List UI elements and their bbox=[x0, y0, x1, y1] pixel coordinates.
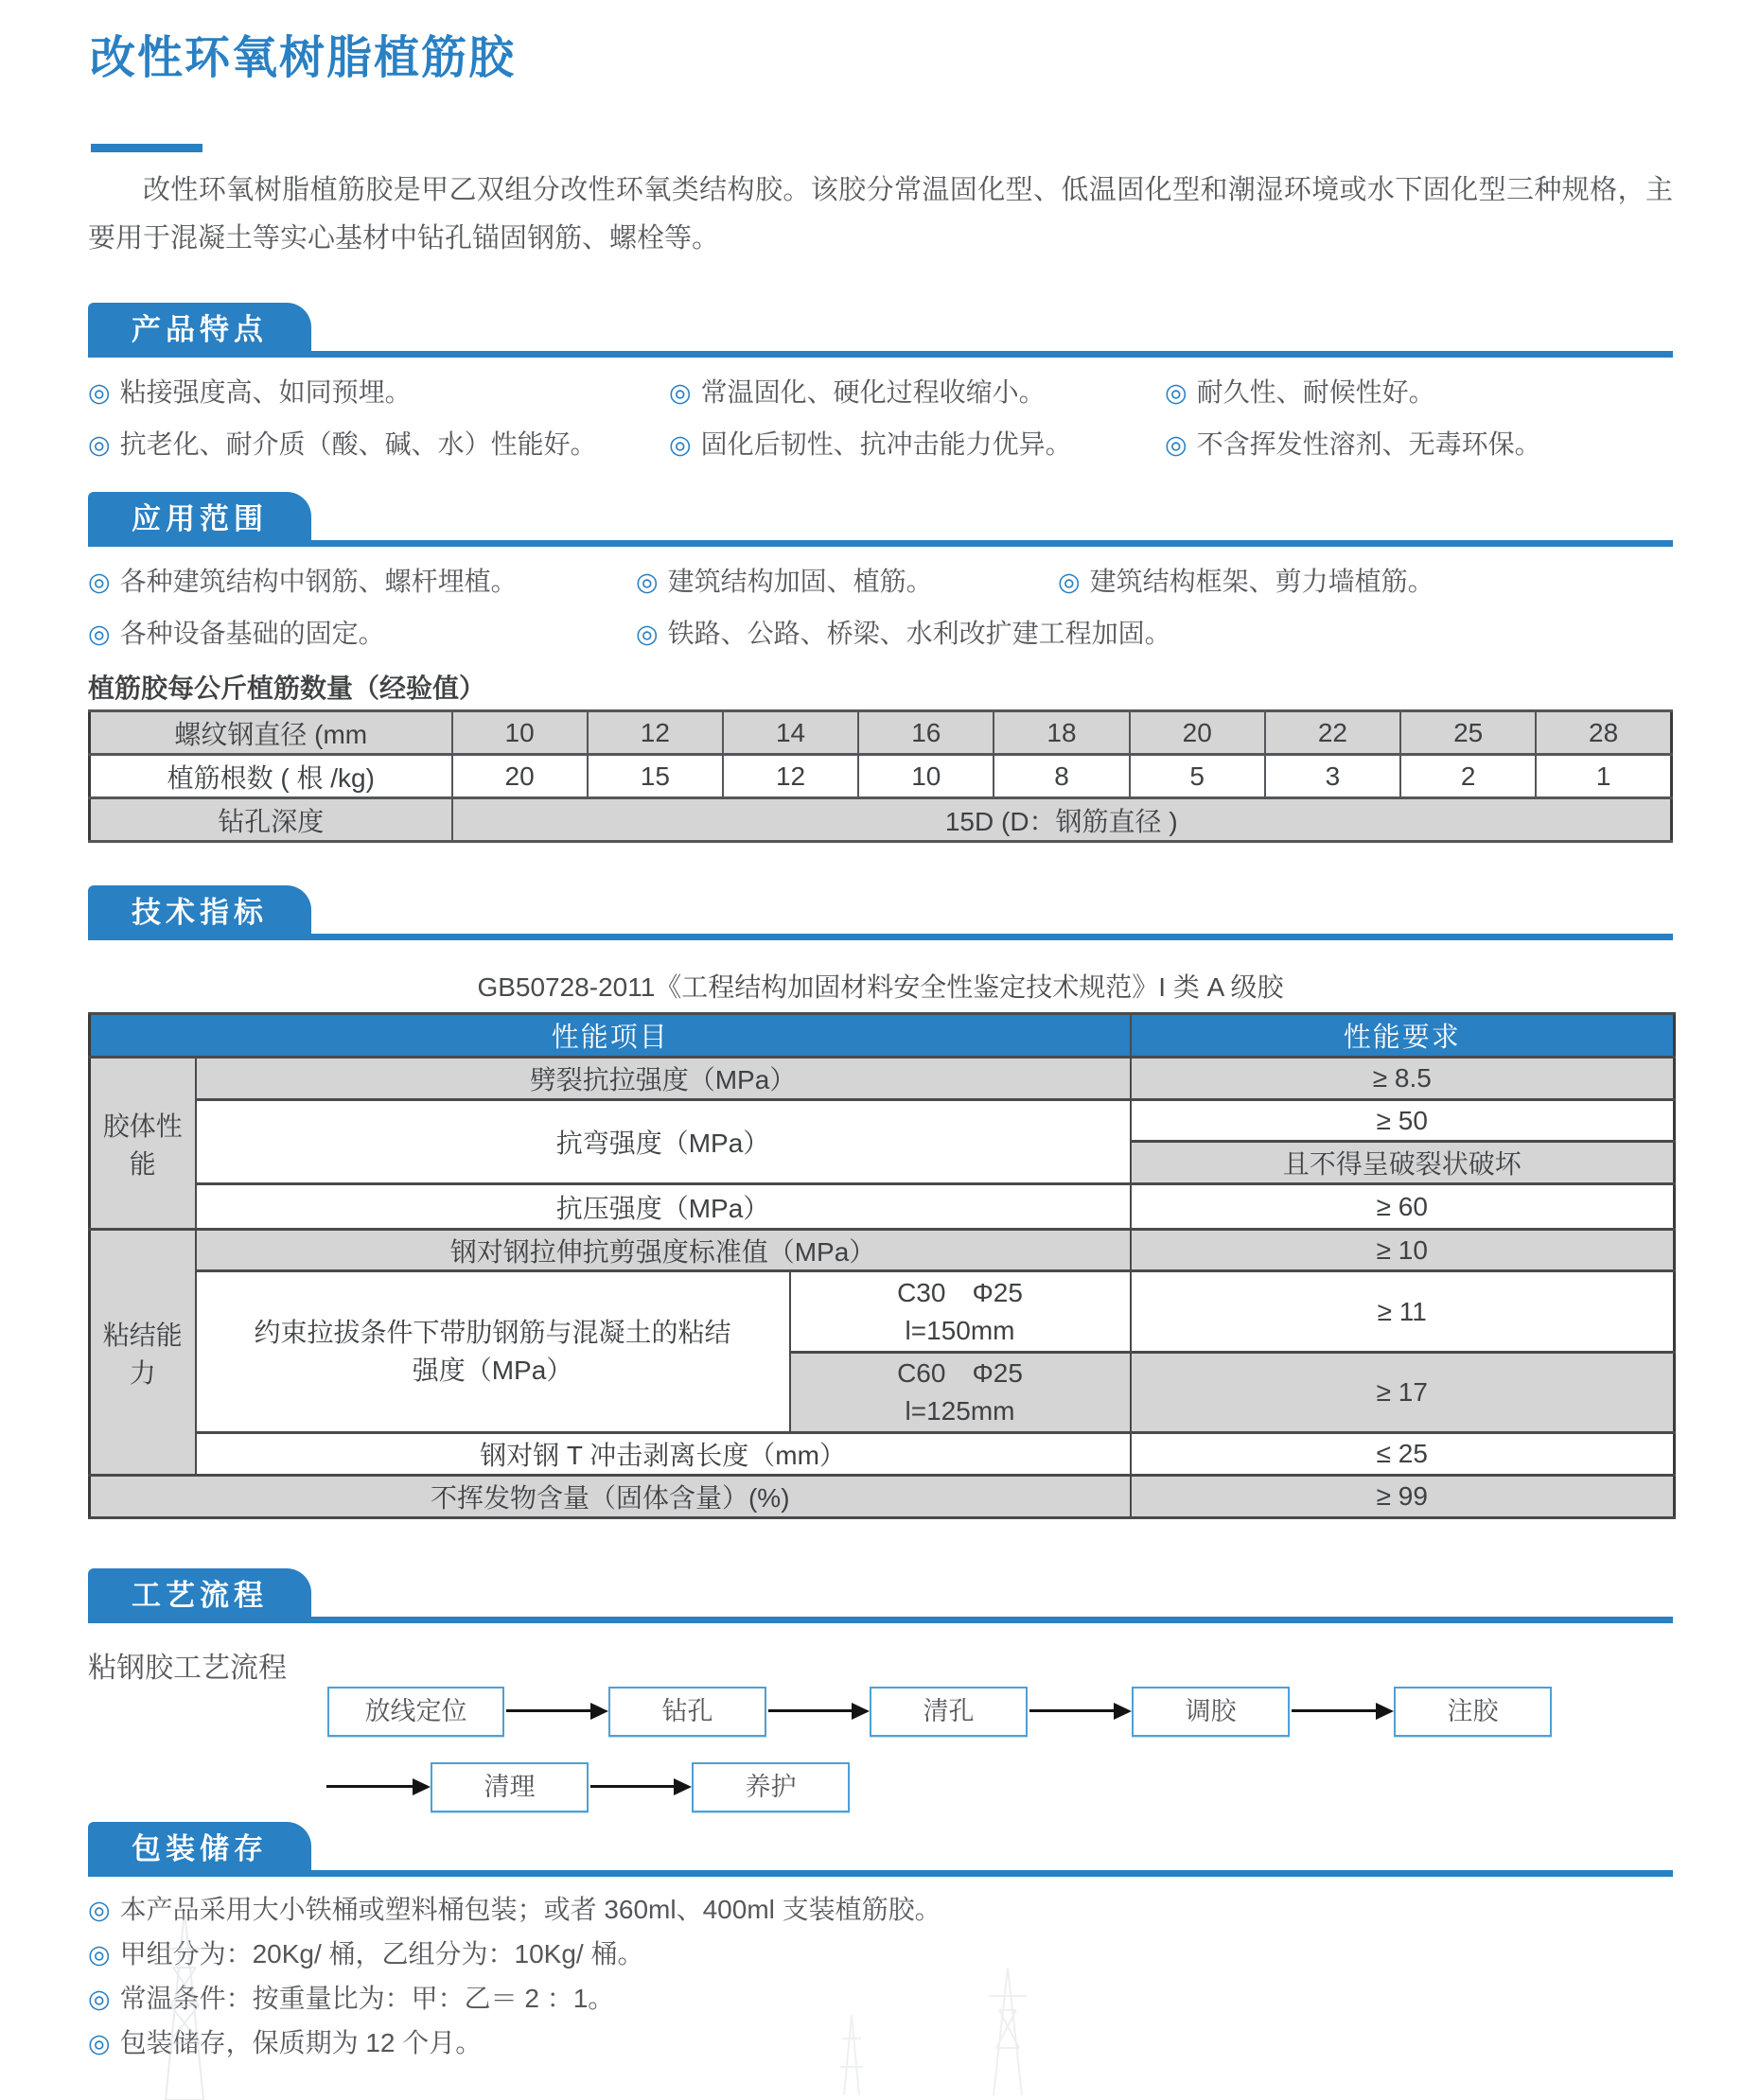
section-rule bbox=[88, 1617, 1673, 1623]
section-tab-tech: 技术指标 bbox=[88, 885, 311, 940]
ring-bullet-icon: ◎ bbox=[636, 568, 659, 596]
table-row: 抗弯强度（MPa） ≥ 50 bbox=[90, 1100, 1675, 1142]
section-rule bbox=[88, 540, 1673, 547]
list-item: ◎ 铁路、公路、桥梁、水利改扩建工程加固。 bbox=[636, 619, 1171, 648]
flow-step-box: 清理 bbox=[431, 1762, 589, 1812]
section-header-applications bbox=[88, 492, 1673, 547]
ring-bullet-icon: ◎ bbox=[88, 568, 111, 596]
section-tab-packaging: 包装储存 bbox=[88, 1822, 311, 1877]
table-row: 约束拉拔条件下带肋钢筋与混凝土的粘结强度（MPa） C30 Φ25 l=150mm ≥ 11 bbox=[90, 1271, 1675, 1353]
flow-arrow-icon bbox=[768, 1703, 870, 1720]
process-subtitle: 粘钢胶工艺流程 bbox=[88, 1653, 287, 1684]
features-list bbox=[88, 376, 1673, 461]
title-underline bbox=[91, 144, 202, 152]
group-label: 粘结能力 bbox=[90, 1230, 196, 1476]
applications-list bbox=[88, 566, 1673, 650]
section-header-process bbox=[88, 1568, 1673, 1623]
ring-bullet-icon: ◎ bbox=[1165, 378, 1187, 407]
list-item: ◎ 常温条件：按重量比为：甲：乙＝ 2 ：1。 bbox=[88, 1984, 615, 2013]
row-label: 植筋根数 ( 根 /kg) bbox=[90, 755, 452, 798]
list-item: ◎ 包装储存，保质期为 12 个月。 bbox=[88, 2028, 483, 2057]
condition-cell: C30 Φ25 l=150mm bbox=[790, 1271, 1131, 1353]
column-header: 性能项目 bbox=[90, 1014, 1131, 1058]
table-row: 钻孔深度 15D (D：钢筋直径 ) bbox=[90, 798, 1672, 842]
table-header-row bbox=[90, 1014, 1675, 1058]
table-row: 抗压强度（MPa） ≥ 60 bbox=[90, 1184, 1675, 1230]
list-item: ◎ 各种建筑结构中钢筋、螺杆埋植。 bbox=[88, 567, 518, 596]
watermark-tower-icon bbox=[142, 1911, 227, 2100]
ring-bullet-icon: ◎ bbox=[1165, 430, 1187, 459]
intro-paragraph: 改性环氧树脂植筋胶是甲乙双组分改性环氧类结构胶。该胶分常温固化型、低温固化型和潮湿环境或水下固化型三种规格，主要用于混凝土等实心基材中钻孔锚固钢筋、螺栓等。 bbox=[88, 175, 1673, 254]
section-rule bbox=[88, 351, 1673, 358]
dosage-table bbox=[88, 709, 1673, 843]
flow-step-box: 调胶 bbox=[1132, 1687, 1290, 1737]
list-item: ◎ 不含挥发性溶剂、无毒环保。 bbox=[1165, 429, 1541, 459]
flow-step-box: 钻孔 bbox=[608, 1687, 766, 1737]
flow-arrow-icon bbox=[506, 1703, 608, 1720]
flow-arrow-icon bbox=[326, 1778, 431, 1795]
page-title: 改性环氧树脂植筋胶 bbox=[90, 33, 517, 83]
section-rule bbox=[88, 934, 1673, 940]
list-item: ◎ 甲组分为：20Kg/ 桶，乙组分为：10Kg/ 桶。 bbox=[88, 1939, 644, 1969]
standard-reference: GB50728-2011《工程结构加固材料安全性鉴定技术规范》I 类 A 级胶 bbox=[477, 972, 1284, 1002]
ring-bullet-icon: ◎ bbox=[88, 378, 111, 407]
row-label: 螺纹钢直径 (mm bbox=[90, 711, 452, 755]
list-item: ◎ 耐久性、耐候性好。 bbox=[1165, 377, 1435, 407]
flow-arrow-icon bbox=[1292, 1703, 1394, 1720]
flow-step-box: 放线定位 bbox=[327, 1687, 504, 1737]
condition-cell: C60 Φ25 l=125mm bbox=[790, 1353, 1131, 1433]
list-item: ◎ 固化后韧性、抗冲击能力优异。 bbox=[669, 429, 1072, 459]
ring-bullet-icon: ◎ bbox=[88, 1985, 111, 2013]
section-header-packaging bbox=[88, 1822, 1673, 1877]
column-header: 性能要求 bbox=[1131, 1014, 1675, 1058]
ring-bullet-icon: ◎ bbox=[88, 2029, 111, 2057]
list-item: ◎ 常温固化、硬化过程收缩小。 bbox=[669, 377, 1046, 407]
section-tab-process: 工艺流程 bbox=[88, 1568, 311, 1623]
watermark-tower-icon bbox=[975, 1968, 1041, 2095]
ring-bullet-icon: ◎ bbox=[88, 620, 111, 648]
dosage-table-caption: 植筋胶每公斤植筋数量（经验值） bbox=[88, 674, 486, 703]
ring-bullet-icon: ◎ bbox=[669, 378, 692, 407]
ring-bullet-icon: ◎ bbox=[669, 430, 692, 459]
group-label: 胶体性能 bbox=[90, 1058, 196, 1230]
ring-bullet-icon: ◎ bbox=[636, 620, 659, 648]
row-label: 钻孔深度 bbox=[90, 798, 452, 842]
ring-bullet-icon: ◎ bbox=[1058, 568, 1081, 596]
section-header-tech bbox=[88, 885, 1673, 940]
table-row: 螺纹钢直径 (mm 10 12 14 16 18 20 22 25 28 bbox=[90, 711, 1672, 755]
list-item: ◎ 各种设备基础的固定。 bbox=[88, 619, 385, 648]
watermark-tower-icon bbox=[833, 2015, 871, 2095]
section-rule bbox=[88, 1870, 1673, 1877]
page-content bbox=[88, 0, 1673, 2091]
section-header-features bbox=[88, 303, 1673, 358]
section-tab-applications: 应用范围 bbox=[88, 492, 311, 547]
table-row: 粘结能力 钢对钢拉伸抗剪强度标准值（MPa） ≥ 10 bbox=[90, 1230, 1675, 1271]
section-tab-features: 产品特点 bbox=[88, 303, 311, 358]
ring-bullet-icon: ◎ bbox=[88, 430, 111, 459]
tech-spec-table bbox=[88, 1012, 1676, 1519]
flow-step-box: 养护 bbox=[692, 1762, 850, 1812]
list-item: ◎ 建筑结构框架、剪力墙植筋。 bbox=[1058, 567, 1434, 596]
flow-arrow-icon bbox=[1029, 1703, 1132, 1720]
flow-step-box: 清孔 bbox=[870, 1687, 1028, 1737]
ring-bullet-icon: ◎ bbox=[88, 1940, 111, 1969]
flow-step-box: 注胶 bbox=[1394, 1687, 1552, 1737]
table-row: 不挥发物含量（固体含量）(%) ≥ 99 bbox=[90, 1476, 1675, 1518]
flow-arrow-icon bbox=[590, 1778, 692, 1795]
table-row: 植筋根数 ( 根 /kg) 20 15 12 10 8 5 3 2 1 bbox=[90, 755, 1672, 798]
table-row: 胶体性能 劈裂抗拉强度（MPa） ≥ 8.5 bbox=[90, 1058, 1675, 1100]
list-item: ◎ 本产品采用大小铁桶或塑料桶包装；或者 360ml、400ml 支装植筋胶。 bbox=[88, 1895, 941, 1924]
process-flowchart bbox=[88, 1684, 1673, 1821]
ring-bullet-icon: ◎ bbox=[88, 1896, 111, 1924]
list-item: ◎ 抗老化、耐介质（酸、碱、水）性能好。 bbox=[88, 429, 597, 459]
list-item: ◎ 粘接强度高、如同预埋。 bbox=[88, 377, 412, 407]
list-item: ◎ 建筑结构加固、植筋。 bbox=[636, 567, 933, 596]
table-row: 且不得呈破裂状破坏 bbox=[90, 1142, 1675, 1184]
table-row: 钢对钢 T 冲击剥离长度（mm） ≤ 25 bbox=[90, 1433, 1675, 1476]
table-row: C60 Φ25 l=125mm ≥ 17 bbox=[90, 1353, 1675, 1433]
